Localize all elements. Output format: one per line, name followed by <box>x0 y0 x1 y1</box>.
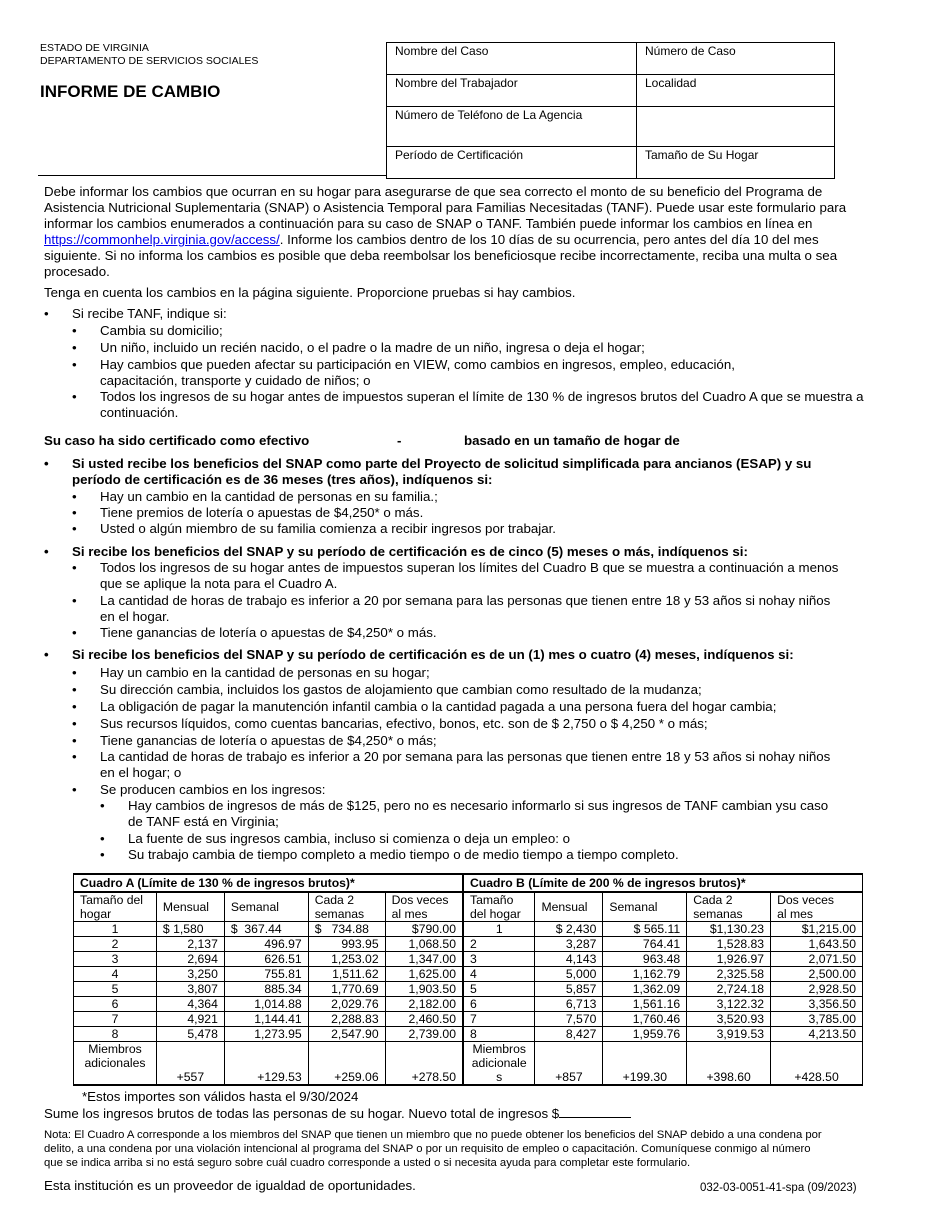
cell: 3 <box>74 952 157 967</box>
table-row <box>74 1027 863 1042</box>
header-line: semanas <box>314 907 365 921</box>
cell: +278.50 <box>385 1042 463 1086</box>
total-income-line <box>44 1105 631 1122</box>
cell: $1,130.23 <box>687 922 771 937</box>
cell: 764.41 <box>603 937 687 952</box>
note-line: delito, a una condena por una violación intencional al programa del SNAP o por un requisito de empleo o capacitación. Comuníquese conmigo al número <box>44 1143 811 1155</box>
bullet: • <box>44 306 49 321</box>
header-line: Tamaño <box>469 893 514 907</box>
bullet: • <box>72 560 77 575</box>
bullet: • <box>44 544 49 559</box>
case-number-label: Número de Caso <box>645 44 736 58</box>
sub-list-item: de TANF está en Virginia; <box>128 814 279 829</box>
household-basis-label: basado en un tamaño de hogar de <box>464 433 680 448</box>
bullet: • <box>72 340 77 355</box>
cell: 2,288.83 <box>308 1012 385 1027</box>
bullet: • <box>100 798 105 813</box>
table-header <box>687 892 771 922</box>
cell: $ 1,580 <box>156 922 224 937</box>
cell: 3 <box>463 952 535 967</box>
bullet: • <box>72 489 77 504</box>
cell: 1,760.46 <box>603 1012 687 1027</box>
header-line: del hogar <box>469 907 521 921</box>
cell: 5,857 <box>535 982 603 997</box>
bullet: • <box>44 456 49 471</box>
bullet: • <box>72 389 77 404</box>
bullet: • <box>100 847 105 862</box>
cell: 1,162.79 <box>603 967 687 982</box>
table-row <box>74 922 863 937</box>
cell: 496.97 <box>224 937 308 952</box>
cell: 7 <box>463 1012 535 1027</box>
bullet: • <box>72 682 77 697</box>
case-number-field[interactable] <box>637 43 835 75</box>
cell: 3,250 <box>156 967 224 982</box>
sub-list-item: Su trabajo cambia de tiempo completo a medio tiempo o de medio tiempo a tiempo completo. <box>128 847 679 862</box>
table-row <box>74 1042 863 1086</box>
list-item: que se aplique la nota para el Cuadro A. <box>100 576 338 591</box>
list-item: Todos los ingresos de su hogar antes de impuestos superan el límite de 130 % de ingresos brutos del Cuadro A que se muestra a <box>100 389 864 404</box>
header-divider <box>38 175 386 176</box>
cell: 2,137 <box>156 937 224 952</box>
table-row <box>74 1012 863 1027</box>
certified-label: Su caso ha sido certificado como efectivo <box>44 433 310 448</box>
cell: 1,144.41 <box>224 1012 308 1027</box>
income-limit-tables <box>73 873 863 1086</box>
intro-text: . Informe los cambios dentro de los 10 días de su ocurrencia, pero antes del día 10 del mes <box>279 232 819 247</box>
cell: 2 <box>74 937 157 952</box>
cell: 1,068.50 <box>385 937 463 952</box>
section-heading: Si usted recibe los beneficios del SNAP como parte del Proyecto de solicitud simplificada para ancianos (ESAP) y su <box>72 456 812 471</box>
cell: 2,071.50 <box>771 952 863 967</box>
bullet: • <box>72 357 77 372</box>
certified-dash: - <box>397 433 402 448</box>
cell: 1,253.02 <box>308 952 385 967</box>
case-name-label: Nombre del Caso <box>395 44 489 58</box>
note-line: que se indica arriba si no está seguro sobre cuál cuadro corresponde a usted o si necesita ayuda para completar este formulario. <box>44 1157 691 1169</box>
total-income-field[interactable] <box>559 1105 631 1118</box>
cell: 3,122.32 <box>687 997 771 1012</box>
list-item: La obligación de pagar la manutención infantil cambia o la cantidad pagada a una persona fuera del hogar cambia; <box>100 699 777 714</box>
list-item: Hay cambios que pueden afectar su participación en VIEW, como cambios en ingresos, empleo, educación, <box>100 357 735 372</box>
cell-line: adicionales <box>84 1056 146 1070</box>
cell: $ 2,430 <box>535 922 603 937</box>
cell: 2,460.50 <box>385 1012 463 1027</box>
list-item: en el hogar; o <box>100 765 182 780</box>
cell: 3,287 <box>535 937 603 952</box>
total-income-label: Sume los ingresos brutos de todas las personas de su hogar. Nuevo total de ingresos $ <box>44 1106 560 1121</box>
cell: 8,427 <box>535 1027 603 1042</box>
cell: 2,500.00 <box>771 967 863 982</box>
bullet: • <box>72 505 77 520</box>
cell: 1,273.95 <box>224 1027 308 1042</box>
cell: 6 <box>463 997 535 1012</box>
cell: 963.48 <box>603 952 687 967</box>
table-header <box>74 892 157 922</box>
section-heading: Si recibe los beneficios del SNAP y su período de certificación es de cinco (5) meses o más, indíquenos si: <box>72 544 748 559</box>
cell: 2,694 <box>156 952 224 967</box>
cell <box>74 1042 157 1086</box>
tanf-lead: Si recibe TANF, indique si: <box>72 306 227 321</box>
cell: 1 <box>463 922 535 937</box>
cell: 1,347.00 <box>385 952 463 967</box>
cell: 2,547.90 <box>308 1027 385 1042</box>
cell: 8 <box>74 1027 157 1042</box>
cell-line: Miembros <box>88 1042 142 1056</box>
cell: 1,014.88 <box>224 997 308 1012</box>
header-line: Dos veces <box>777 893 834 907</box>
cell: $1,215.00 <box>771 922 863 937</box>
cell: $ 367.44 <box>224 922 308 937</box>
cell: 1 <box>74 922 157 937</box>
intro-line: informar los cambios enumerados a continuación para su caso de SNAP o TANF. También puede informar los cambios en línea en <box>44 216 813 231</box>
blank-field[interactable] <box>637 107 835 147</box>
bullet: • <box>72 323 77 338</box>
cell-line: s <box>496 1070 503 1084</box>
worker-name-label: Nombre del Trabajador <box>395 76 518 90</box>
state-name: ESTADO DE VIRGINIA <box>40 42 149 54</box>
list-item: Tiene ganancias de lotería o apuestas de $4,250* o más. <box>100 625 437 640</box>
cell: 1,528.83 <box>687 937 771 952</box>
list-item: Todos los ingresos de su hogar antes de impuestos superan los límites del Cuadro B que se muestra a continuación a menos <box>100 560 839 575</box>
cell: +557 <box>156 1042 224 1086</box>
table-header <box>385 892 463 922</box>
bullet: • <box>72 521 77 536</box>
cell: 5 <box>463 982 535 997</box>
certification-period-label: Período de Certificación <box>395 148 524 162</box>
intro-line: Asistencia Nutricional Suplementaria (SNAP) o Asistencia Temporal para Familias Necesitadas (TANF). Puede usar este formulario para <box>44 200 847 215</box>
bullet: • <box>72 665 77 680</box>
cell: 2,739.00 <box>385 1027 463 1042</box>
section-heading: período de certificación es de 36 meses (tres años), indíquenos si: <box>72 472 493 487</box>
household-size-field[interactable] <box>637 147 835 179</box>
cell: 6,713 <box>535 997 603 1012</box>
case-name-field[interactable] <box>387 43 637 75</box>
table-row <box>74 967 863 982</box>
table-b-title: Cuadro B (Límite de 200 % de ingresos brutos)* <box>463 874 863 892</box>
cell: 755.81 <box>224 967 308 982</box>
list-item: capacitación, transporte y cuidado de niños; o <box>100 373 371 388</box>
cell: 1,362.09 <box>603 982 687 997</box>
section-heading: Si recibe los beneficios del SNAP y su período de certificación es de un (1) mes o cuatro (4) meses, indíquenos si: <box>72 647 794 662</box>
cell: 2,029.76 <box>308 997 385 1012</box>
commonhelp-link[interactable]: https://commonhelp.virginia.gov/access/ <box>44 232 280 247</box>
cell: 4,213.50 <box>771 1027 863 1042</box>
bullet: • <box>72 782 77 797</box>
case-info-table <box>386 42 835 179</box>
worker-name-field[interactable] <box>387 75 637 107</box>
header-line: al mes <box>777 907 813 921</box>
bullet: • <box>72 593 77 608</box>
agency-phone-label: Número de Teléfono de La Agencia <box>395 108 583 122</box>
table-header <box>463 892 535 922</box>
cell: 3,785.00 <box>771 1012 863 1027</box>
cell: 5,000 <box>535 967 603 982</box>
page-title: INFORME DE CAMBIO <box>40 82 221 101</box>
bullet: • <box>44 647 49 662</box>
bullet: • <box>72 699 77 714</box>
cell: 3,356.50 <box>771 997 863 1012</box>
header-line: semanas <box>693 907 743 921</box>
cell: 8 <box>463 1027 535 1042</box>
list-item: La cantidad de horas de trabajo es inferior a 20 por semana para las personas que tienen entre 18 y 53 años si nohay niños <box>100 749 831 764</box>
equal-opportunity-statement: Esta institución es un proveedor de igualdad de oportunidades. <box>44 1178 416 1193</box>
cell: 3,520.93 <box>687 1012 771 1027</box>
cell: 1,903.50 <box>385 982 463 997</box>
intro-line <box>44 232 819 248</box>
cell: 1,511.62 <box>308 967 385 982</box>
cell-line: Miembros <box>472 1042 526 1056</box>
department-name: DEPARTAMENTO DE SERVICIOS SOCIALES <box>40 55 259 67</box>
table-header: Mensual <box>535 892 603 922</box>
cell: 5 <box>74 982 157 997</box>
table-row <box>74 937 863 952</box>
intro-line: procesado. <box>44 264 110 279</box>
cell: 1,625.00 <box>385 967 463 982</box>
locality-field[interactable] <box>637 75 835 107</box>
cell: 4,143 <box>535 952 603 967</box>
header-line: hogar <box>80 907 112 921</box>
cell: 2,325.58 <box>687 967 771 982</box>
cell: 1,959.76 <box>603 1027 687 1042</box>
cell: 4,921 <box>156 1012 224 1027</box>
cell: 7,570 <box>535 1012 603 1027</box>
locality-label: Localidad <box>645 76 697 90</box>
cell: 1,561.16 <box>603 997 687 1012</box>
cell: $790.00 <box>385 922 463 937</box>
cell: $ 565.11 <box>603 922 687 937</box>
cell: +398.60 <box>687 1042 771 1086</box>
table-header <box>771 892 863 922</box>
header-line: Tamaño del <box>80 893 144 907</box>
table-note <box>44 1128 906 1170</box>
cell: 3,919.53 <box>687 1027 771 1042</box>
list-item: Su dirección cambia, incluidos los gastos de alojamiento que cambian como resultado de la mudanza; <box>100 682 702 697</box>
cell: 2,182.00 <box>385 997 463 1012</box>
bullet: • <box>72 625 77 640</box>
list-item: Cambia su domicilio; <box>100 323 223 338</box>
table-row <box>74 952 863 967</box>
cell: 4 <box>74 967 157 982</box>
list-item: continuación. <box>100 405 179 420</box>
list-item: Un niño, incluido un recién nacido, o el padre o la madre de un niño, ingresa o deja el hogar; <box>100 340 645 355</box>
list-item: en el hogar. <box>100 609 170 624</box>
bullet: • <box>72 733 77 748</box>
cell: +129.53 <box>224 1042 308 1086</box>
certification-period-field[interactable] <box>387 147 637 179</box>
intro-line: siguiente. Si no informa los cambios es posible que deba reembolsar los beneficiosque recibe incorrectamente, reciba una multa o sea <box>44 248 838 263</box>
cell: +259.06 <box>308 1042 385 1086</box>
list-item: Sus recursos líquidos, como cuentas bancarias, efectivo, bonos, etc. son de $ 2,750 o $ 4,250 * o más; <box>100 716 708 731</box>
list-item: Tiene ganancias de lotería o apuestas de $4,250* o más; <box>100 733 437 748</box>
sub-list-item: Hay cambios de ingresos de más de $125, pero no es necesario informarlo si sus ingresos de TANF cambian ysu caso <box>128 798 829 813</box>
household-size-label: Tamaño de Su Hogar <box>645 148 759 162</box>
header-line: Cada 2 <box>314 893 354 907</box>
list-item: Hay un cambio en la cantidad de personas en su familia.; <box>100 489 438 504</box>
header-line: al mes <box>391 907 428 921</box>
cell <box>463 1042 535 1086</box>
cell: 6 <box>74 997 157 1012</box>
form-number: 032-03-0051-41-spa (09/2023) <box>700 1182 857 1194</box>
header-line: Dos veces <box>391 893 449 907</box>
cell: 4 <box>463 967 535 982</box>
note-line: Nota: El Cuadro A corresponde a los miembros del SNAP que tienen un miembro que no puede obtener los beneficios del SNAP debido a una condena por <box>44 1129 822 1141</box>
cell: $ 734.88 <box>308 922 385 937</box>
cell: 1,926.97 <box>687 952 771 967</box>
cell: +428.50 <box>771 1042 863 1086</box>
cell: 3,807 <box>156 982 224 997</box>
header-line: Cada 2 <box>693 893 733 907</box>
list-item: La cantidad de horas de trabajo es inferior a 20 por semana para las personas que tienen entre 18 y 53 años si nohay niños <box>100 593 831 608</box>
table-row <box>74 982 863 997</box>
intro-line: Tenga en cuenta los cambios en la página siguiente. Proporcione pruebas si hay cambios. <box>44 285 576 300</box>
validity-note: *Estos importes son válidos hasta el 9/30/2024 <box>82 1089 359 1104</box>
cell: 2,724.18 <box>687 982 771 997</box>
cell: 5,478 <box>156 1027 224 1042</box>
list-item: Hay un cambio en la cantidad de personas en su hogar; <box>100 665 430 680</box>
cell: 885.34 <box>224 982 308 997</box>
intro-line: Debe informar los cambios que ocurran en su hogar para asegurarse de que sea correcto el monto de su beneficio del Programa de <box>44 184 823 199</box>
bullet: • <box>72 716 77 731</box>
agency-phone-field[interactable] <box>387 107 637 147</box>
cell: 7 <box>74 1012 157 1027</box>
cell: +199.30 <box>603 1042 687 1086</box>
cell: 626.51 <box>224 952 308 967</box>
table-a-title: Cuadro A (Límite de 130 % de ingresos brutos)* <box>74 874 463 892</box>
list-item: Usted o algún miembro de su familia comienza a recibir ingresos por trabajar. <box>100 521 557 536</box>
cell: 2 <box>463 937 535 952</box>
table-header: Mensual <box>156 892 224 922</box>
bullet: • <box>72 749 77 764</box>
list-item: Se producen cambios en los ingresos: <box>100 782 326 797</box>
table-header: Semanal <box>224 892 308 922</box>
cell-line: adicionale <box>471 1056 527 1070</box>
cell: 4,364 <box>156 997 224 1012</box>
agency-name <box>40 42 258 68</box>
list-item: Tiene premios de lotería o apuestas de $4,250* o más. <box>100 505 424 520</box>
cell: 2,928.50 <box>771 982 863 997</box>
table-header <box>308 892 385 922</box>
cell: 993.95 <box>308 937 385 952</box>
table-row <box>74 997 863 1012</box>
sub-list-item: La fuente de sus ingresos cambia, incluso si comienza o deja un empleo: o <box>128 831 571 846</box>
cell: 1,643.50 <box>771 937 863 952</box>
cell: +857 <box>535 1042 603 1086</box>
bullet: • <box>100 831 105 846</box>
cell: 1,770.69 <box>308 982 385 997</box>
table-header: Semanal <box>603 892 687 922</box>
